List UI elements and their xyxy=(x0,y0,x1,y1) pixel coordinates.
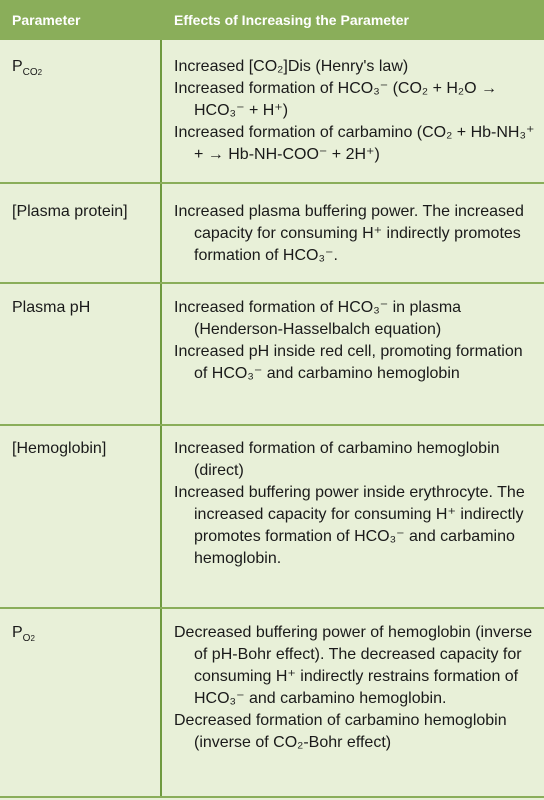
effect-line: Decreased buffering power of hemoglobin (inverse of pH-Bohr effect). The decreased capacity for consuming H⁺ indirectly restrains formation of HCO₃⁻ and carbamino hemoglobin. xyxy=(174,624,533,707)
table-row xyxy=(0,193,544,273)
row-divider xyxy=(0,282,544,284)
table-header xyxy=(0,0,544,40)
table-row xyxy=(0,289,544,419)
row-effects xyxy=(174,297,538,385)
table-row xyxy=(0,430,544,600)
row-parameter: [Plasma protein] xyxy=(12,203,128,220)
effect-line: Increased buffering power inside erythrocyte. The increased capacity for consuming H⁺ indirectly promotes formation of HCO₃⁻ and carbamino hemoglobin. xyxy=(174,484,525,567)
effect-line: Increased plasma buffering power. The increased capacity for consuming H⁺ indirectly promotes formation of HCO₃⁻. xyxy=(174,203,524,264)
row-effects xyxy=(174,438,538,570)
row-divider xyxy=(0,607,544,609)
effect-line: Increased formation of carbamino hemoglobin (direct) xyxy=(174,440,500,479)
header-parameter: Parameter xyxy=(12,12,81,28)
row-divider xyxy=(0,424,544,426)
table-row xyxy=(0,614,544,794)
row-divider xyxy=(0,182,544,184)
effect-line: Decreased formation of carbamino hemoglobin (inverse of CO₂-Bohr effect) xyxy=(174,712,507,751)
row-parameter: $P_{O2}$ xyxy=(12,624,35,645)
row-parameter: Plasma pH xyxy=(12,299,91,316)
effect-line: Increased formation of carbamino (CO₂ + Hb-NH₃⁺ + → Hb-NH-COO⁻ + 2H⁺) xyxy=(174,124,535,163)
header-effects: Effects of Increasing the Parameter xyxy=(174,12,409,28)
table-row xyxy=(0,48,544,170)
table-bottom-border xyxy=(0,796,544,798)
effect-line: Increased formation of HCO₃⁻ in plasma (Henderson-Hasselbalch equation) xyxy=(174,299,462,338)
row-effects xyxy=(174,56,538,166)
effect-line: Increased formation of HCO₃⁻ (CO₂ + H₂O → HCO₃⁻ + H⁺) xyxy=(174,80,498,119)
row-parameter: [Hemoglobin] xyxy=(12,440,107,457)
effect-line: Increased pH inside red cell, promoting formation of HCO₃⁻ and carbamino hemoglobin xyxy=(174,343,523,382)
effect-line: Increased [CO₂]Dis (Henry's law) xyxy=(174,58,409,75)
row-effects xyxy=(174,622,538,754)
row-parameter: $P_{CO2}$ xyxy=(12,58,43,79)
row-effects xyxy=(174,201,538,267)
